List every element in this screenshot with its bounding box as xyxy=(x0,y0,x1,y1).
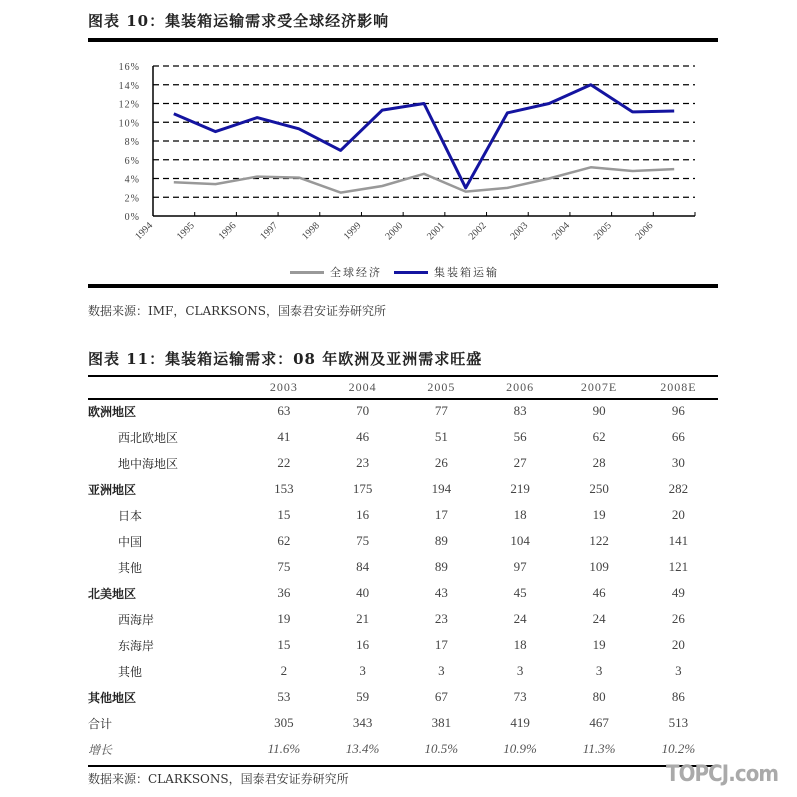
header-cell: 2003 xyxy=(269,379,298,394)
watermark-logo: TOPCJ.com xyxy=(666,762,779,787)
cell-value: 40 xyxy=(356,585,370,600)
table-row xyxy=(88,502,718,528)
row-label: 中国 xyxy=(118,534,143,549)
header-cell: 2008E xyxy=(660,379,697,394)
table-row xyxy=(88,424,718,450)
x-tick-label: 1995 xyxy=(174,220,197,243)
y-tick-label: 8% xyxy=(124,137,140,148)
cell-value: 62 xyxy=(277,533,291,548)
cell-value: 83 xyxy=(513,403,527,418)
cell-value: 19 xyxy=(592,637,606,652)
cell-value: 24 xyxy=(513,611,527,626)
row-label: 地中海地区 xyxy=(118,456,179,471)
cell-value: 10.2% xyxy=(661,741,696,756)
cell-value: 13.4% xyxy=(345,741,380,756)
cell-value: 381 xyxy=(431,715,452,730)
cell-value: 20 xyxy=(671,637,685,652)
cell-value: 122 xyxy=(589,533,609,548)
cell-value: 84 xyxy=(356,559,370,574)
cell-value: 11.3% xyxy=(582,741,616,756)
cell-value: 467 xyxy=(589,715,609,730)
cell-value: 46 xyxy=(592,585,606,600)
table-row xyxy=(88,606,718,632)
table-row xyxy=(88,736,718,762)
table-row xyxy=(88,658,718,684)
x-tick-label: 1997 xyxy=(258,220,281,243)
cell-value: 66 xyxy=(671,429,685,444)
cell-value: 51 xyxy=(434,429,448,444)
cell-value: 343 xyxy=(352,715,373,730)
cell-value: 250 xyxy=(589,481,609,496)
cell-value: 63 xyxy=(277,403,291,418)
cell-value: 36 xyxy=(277,585,291,600)
header-cell: 2004 xyxy=(348,379,377,394)
cell-value: 41 xyxy=(277,429,291,444)
cell-value: 80 xyxy=(592,689,606,704)
row-label: 西北欧地区 xyxy=(118,430,179,445)
chart-bottom-rule xyxy=(88,284,718,288)
cell-value: 43 xyxy=(434,585,448,600)
cell-value: 26 xyxy=(434,455,448,470)
table-row xyxy=(88,710,718,736)
cell-value: 23 xyxy=(356,455,370,470)
cell-value: 194 xyxy=(431,481,452,496)
row-label: 日本 xyxy=(118,508,143,523)
y-tick-label: 0% xyxy=(124,212,140,223)
cell-value: 17 xyxy=(434,637,448,652)
x-tick-label: 2004 xyxy=(550,220,573,243)
table-row xyxy=(88,528,718,554)
cell-value: 109 xyxy=(589,559,609,574)
cell-value: 16 xyxy=(356,637,370,652)
legend-swatch-global-economy xyxy=(290,271,324,274)
table-row xyxy=(88,684,718,710)
table-row xyxy=(88,632,718,658)
cell-value: 18 xyxy=(513,637,527,652)
cell-value: 26 xyxy=(671,611,685,626)
figure-10-title: 图表 10：集装箱运输需求受全球经济影响 xyxy=(88,12,390,30)
cell-value: 3 xyxy=(359,663,366,678)
cell-value: 3 xyxy=(516,663,524,678)
table-header-row xyxy=(88,376,718,398)
cell-value: 90 xyxy=(592,403,606,418)
row-label: 其他 xyxy=(118,560,143,575)
cell-value: 11.6% xyxy=(267,741,301,756)
cell-value: 153 xyxy=(274,481,294,496)
row-label: 欧洲地区 xyxy=(88,404,137,419)
cell-value: 28 xyxy=(592,455,606,470)
table-row xyxy=(88,580,718,606)
cell-value: 17 xyxy=(434,507,448,522)
cell-value: 86 xyxy=(671,689,685,704)
cell-value: 45 xyxy=(513,585,527,600)
chart-legend xyxy=(290,264,499,280)
y-tick-label: 16% xyxy=(118,62,140,73)
x-tick-label: 2001 xyxy=(425,220,447,243)
demand-table xyxy=(88,376,718,762)
table-row xyxy=(88,554,718,580)
table-bottom-rule xyxy=(88,765,718,767)
cell-value: 19 xyxy=(592,507,606,522)
x-tick-label: 2006 xyxy=(633,220,656,243)
cell-value: 19 xyxy=(277,611,291,626)
cell-value: 305 xyxy=(274,715,294,730)
cell-value: 96 xyxy=(671,403,685,418)
row-label: 其他 xyxy=(118,664,143,679)
y-tick-label: 2% xyxy=(124,193,140,205)
row-label: 亚洲地区 xyxy=(88,482,137,497)
cell-value: 67 xyxy=(434,689,448,704)
x-tick-label: 1996 xyxy=(216,220,239,243)
table-row xyxy=(88,476,718,502)
y-tick-label: 10% xyxy=(118,118,140,130)
figure-11-title: 图表 11：集装箱运输需求：08 年欧洲及亚洲需求旺盛 xyxy=(88,350,483,368)
cell-value: 10.5% xyxy=(424,741,459,756)
x-tick-label: 2000 xyxy=(383,220,406,243)
cell-value: 56 xyxy=(513,429,527,444)
cell-value: 89 xyxy=(434,559,448,574)
cell-value: 22 xyxy=(277,455,291,470)
table-row xyxy=(88,398,718,424)
x-tick-label: 1998 xyxy=(299,220,322,243)
y-tick-label: 4% xyxy=(124,174,140,186)
row-label: 东海岸 xyxy=(118,638,155,653)
table-row xyxy=(88,450,718,476)
cell-value: 70 xyxy=(356,403,370,418)
row-label: 其他地区 xyxy=(88,690,137,705)
header-cell: 2005 xyxy=(427,379,456,394)
cell-value: 89 xyxy=(434,533,448,548)
cell-value: 175 xyxy=(352,481,373,496)
legend-label-container-shipping: 集装箱运输 xyxy=(434,266,499,279)
cell-value: 419 xyxy=(510,715,530,730)
figure-11-source: 数据来源：CLARKSONS，国泰君安证券研究所 xyxy=(88,772,349,786)
header-cell: 2007E xyxy=(580,379,618,394)
cell-value: 3 xyxy=(438,663,445,678)
cell-value: 3 xyxy=(595,663,603,678)
cell-value: 10.9% xyxy=(503,741,537,756)
cell-value: 141 xyxy=(668,533,689,548)
cell-value: 2 xyxy=(280,663,288,678)
cell-value: 27 xyxy=(513,455,527,470)
row-label: 北美地区 xyxy=(88,586,137,601)
cell-value: 62 xyxy=(592,429,606,444)
series-line-container-shipping xyxy=(174,85,674,188)
x-tick-label: 1994 xyxy=(133,220,156,243)
y-tick-label: 12% xyxy=(118,99,140,111)
cell-value: 20 xyxy=(671,507,685,522)
cell-value: 18 xyxy=(513,507,527,522)
row-label: 增长 xyxy=(88,742,113,757)
y-tick-label: 14% xyxy=(118,80,140,92)
cell-value: 15 xyxy=(277,637,291,652)
cell-value: 121 xyxy=(668,559,689,574)
cell-value: 59 xyxy=(356,689,370,704)
cell-value: 16 xyxy=(356,507,370,522)
series-line-global-economy xyxy=(174,167,674,192)
cell-value: 46 xyxy=(356,429,370,444)
cell-value: 3 xyxy=(675,663,682,678)
x-tick-label: 2003 xyxy=(508,220,531,243)
cell-value: 15 xyxy=(277,507,291,522)
cell-value: 53 xyxy=(277,689,291,704)
cell-value: 49 xyxy=(671,585,685,600)
header-cell: 2006 xyxy=(506,379,535,394)
cell-value: 21 xyxy=(356,611,370,626)
cell-value: 77 xyxy=(434,403,448,418)
row-label: 合计 xyxy=(88,716,113,731)
x-tick-label: 2005 xyxy=(591,220,614,243)
legend-swatch-container-shipping xyxy=(394,271,428,274)
x-tick-label: 2002 xyxy=(466,220,489,243)
cell-value: 97 xyxy=(513,559,527,574)
line-chart xyxy=(0,0,797,260)
cell-value: 104 xyxy=(510,533,530,548)
cell-value: 73 xyxy=(513,689,527,704)
cell-value: 219 xyxy=(510,481,530,496)
cell-value: 282 xyxy=(668,481,689,496)
y-tick-label: 6% xyxy=(124,155,140,167)
row-label: 西海岸 xyxy=(118,612,155,627)
cell-value: 75 xyxy=(277,559,291,574)
legend-label-global-economy: 全球经济 xyxy=(330,266,382,279)
cell-value: 513 xyxy=(668,715,689,730)
header-cell xyxy=(88,376,245,398)
cell-value: 75 xyxy=(356,533,370,548)
cell-value: 23 xyxy=(434,611,448,626)
cell-value: 24 xyxy=(592,611,606,626)
figure-10-source: 数据来源：IMF，CLARKSONS，国泰君安证券研究所 xyxy=(88,304,386,318)
cell-value: 30 xyxy=(671,455,685,470)
x-tick-label: 1999 xyxy=(341,220,364,243)
